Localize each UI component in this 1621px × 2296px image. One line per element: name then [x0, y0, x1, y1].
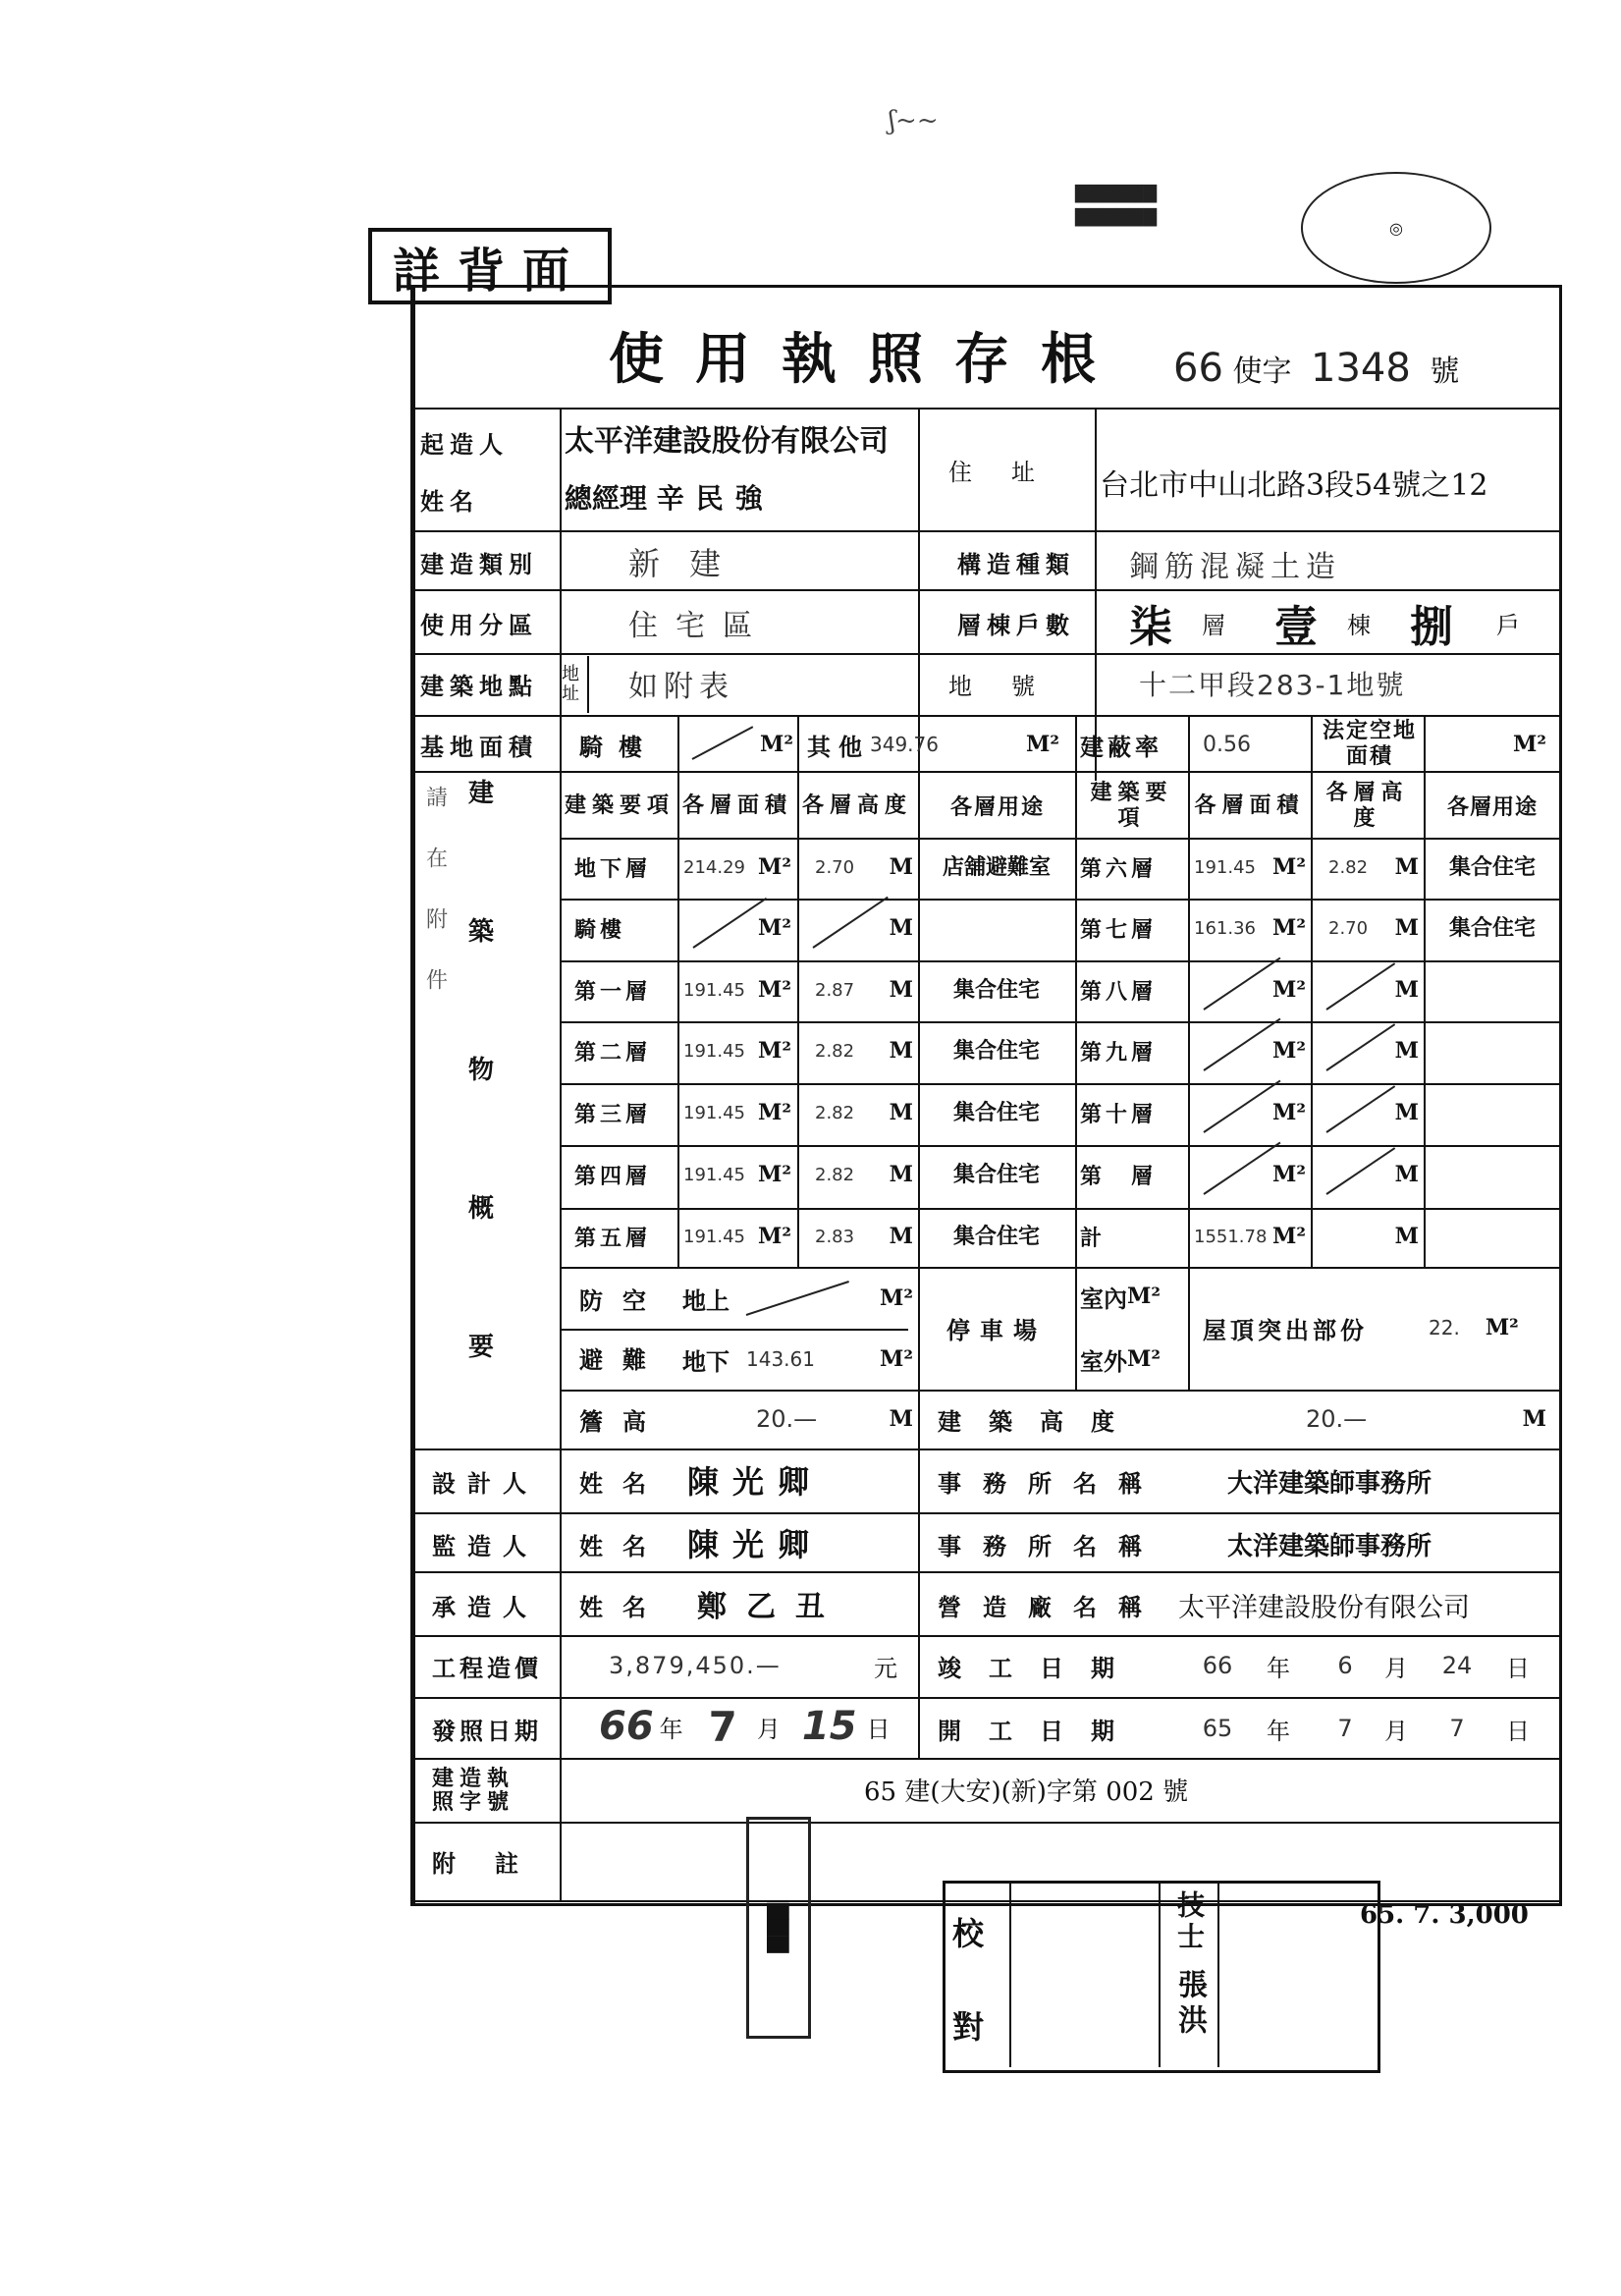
issue-day: 15 — [801, 1704, 857, 1749]
build-permit-label: 建造執照字號 — [432, 1766, 515, 1815]
below-ground-label: 地下 — [682, 1346, 729, 1376]
rule — [918, 408, 920, 781]
floor-use — [1430, 967, 1555, 1012]
floor-area-cell — [683, 1214, 791, 1259]
address-value: 台北市中山北路3段54號之12 — [1100, 468, 1488, 503]
year-char: 年 — [1267, 1654, 1290, 1682]
year-char: 年 — [659, 1715, 683, 1743]
rule — [410, 1758, 1559, 1760]
floor-height-unit: M — [889, 1224, 913, 1249]
rule — [560, 1021, 1559, 1023]
floor-use: 集合住宅 — [952, 1038, 1040, 1064]
coverage-label: 建蔽率 — [1080, 732, 1162, 761]
floor-name: 騎樓 — [574, 916, 626, 943]
eave-value: 20.— — [756, 1405, 818, 1433]
roof-value-group — [1429, 1306, 1551, 1349]
rule — [410, 1635, 1559, 1637]
form-edition: 65. 7. 3,000 — [1360, 1900, 1529, 1930]
permit-word: 使字 — [1232, 355, 1292, 389]
buildings-count: 壹 — [1274, 602, 1318, 652]
building-height-unit: M — [1522, 1406, 1546, 1432]
outdoor-unit: M² — [1127, 1346, 1161, 1372]
floor-name: 計 — [1080, 1225, 1107, 1251]
floor-area: 161.36 — [1194, 917, 1256, 939]
rule — [1311, 715, 1313, 1267]
units-count: 捌 — [1410, 602, 1453, 652]
roof-label: 屋頂突出部份 — [1203, 1315, 1368, 1344]
supervisor-name-label: 姓名 — [579, 1531, 666, 1560]
lot-value: 十二甲段283-1地號 — [1139, 669, 1406, 701]
floor-height-cell — [803, 1152, 913, 1197]
building-summary-label: 建築物概要 — [463, 778, 494, 1471]
company-name: 太平洋建設股份有限公司 — [565, 424, 889, 459]
rule — [1159, 1881, 1161, 2067]
floor-area-unit: M² — [1272, 854, 1306, 880]
rule — [410, 1449, 1559, 1450]
floor-use: 集合住宅 — [952, 1162, 1040, 1187]
rule — [560, 960, 1559, 962]
rule — [797, 715, 799, 1267]
floor-height-cell — [1317, 905, 1419, 951]
issue-label: 發照日期 — [432, 1716, 542, 1745]
zone-value: 住宅區 — [628, 609, 770, 643]
floor-height-unit: M — [1394, 1100, 1419, 1125]
month-char: 月 — [1384, 1654, 1408, 1682]
floor-area: 191.45 — [683, 1226, 745, 1247]
cost-label: 工程造價 — [432, 1653, 542, 1682]
floor-height: 2.70 — [815, 856, 855, 878]
site-label: 建築地點 — [420, 671, 538, 700]
supervisor-label: 監造人 — [432, 1531, 538, 1560]
floor-name: 第九層 — [1080, 1039, 1158, 1066]
outdoor-label: 室外 — [1080, 1346, 1127, 1376]
rule — [560, 1145, 1559, 1147]
units-unit: 戶 — [1496, 611, 1520, 639]
floor-height-unit: M — [1394, 854, 1419, 880]
designer-office-label: 事務所名稱 — [938, 1468, 1163, 1498]
floor-height-cell — [803, 1028, 913, 1073]
col-area-header: 各層面積 — [682, 793, 793, 818]
detail-back-stamp: 詳背面 — [368, 228, 612, 304]
floor-area: 191.45 — [683, 1040, 745, 1062]
floor-area-cell — [1194, 1214, 1306, 1259]
complete-label: 竣工日期 — [938, 1653, 1142, 1682]
issue-date — [579, 1699, 913, 1754]
checker-title: 技士 — [1173, 1890, 1206, 1953]
permit-year: 66 — [1173, 346, 1223, 391]
floor-use: 集合住宅 — [1448, 854, 1536, 880]
floor-height-cell — [803, 845, 913, 890]
shelter-label-2: 避難 — [579, 1344, 666, 1374]
floor-area-unit: M² — [1272, 1162, 1306, 1187]
contractor-firm: 太平洋建設股份有限公司 — [1178, 1592, 1470, 1623]
rule — [1009, 1881, 1011, 2067]
checker-box — [943, 1881, 1380, 2073]
other-value: 349.76 — [870, 733, 939, 756]
structure-value: 鋼筋混凝土造 — [1129, 550, 1341, 584]
floor-height-cell — [803, 1214, 913, 1259]
floor-area-cell — [1194, 845, 1306, 890]
floor-area-unit: M² — [758, 854, 791, 880]
rule — [410, 1512, 1559, 1514]
floor-height: 2.82 — [815, 1164, 855, 1185]
build-permit-value: 65 建(大安)(新)字第 002 號 — [864, 1777, 1189, 1807]
floor-area-cell — [683, 967, 791, 1012]
floor-name: 第五層 — [574, 1225, 652, 1251]
floor-height: 2.70 — [1328, 917, 1369, 939]
rule — [410, 408, 1559, 410]
floor-height-cell — [803, 1090, 913, 1135]
lot-label: 地號 — [948, 672, 1074, 700]
month-char: 月 — [1384, 1717, 1408, 1745]
issue-month: 7 — [708, 1702, 737, 1751]
permit-suffix: 號 — [1430, 355, 1460, 389]
floor-name: 地下層 — [574, 855, 652, 882]
floors-label: 層棟戶數 — [957, 610, 1075, 639]
remarks-label: 附註 — [432, 1848, 558, 1878]
below-ground-value: 143.61 — [746, 1347, 815, 1371]
site-address-label: 地址 — [562, 656, 589, 713]
floor-height-unit: M — [889, 1162, 913, 1187]
col-use-header-2: 各層用途 — [1446, 793, 1538, 820]
floor-height-unit: M — [889, 1100, 913, 1125]
floor-height: 2.82 — [815, 1040, 855, 1062]
floor-area-unit: M² — [1272, 1100, 1306, 1125]
indoor-parking — [1080, 1277, 1183, 1316]
coverage-value: 0.56 — [1203, 732, 1251, 757]
above-unit: M² — [880, 1285, 913, 1311]
floor-area: 1551.78 — [1194, 1226, 1268, 1247]
floor-area-unit: M² — [758, 915, 791, 941]
check-label-2: 對 — [952, 2008, 991, 2046]
col-item-header: 建築要項 — [565, 793, 675, 818]
floor-area-unit: M² — [758, 977, 791, 1003]
complete-day: 24 — [1441, 1652, 1473, 1679]
cost-value: 3,879,450.— — [609, 1652, 782, 1679]
address-label: 住址 — [948, 458, 1074, 486]
applicant-label: 起造人 — [420, 429, 509, 459]
other-area — [807, 725, 939, 764]
rule — [560, 838, 1559, 840]
floor-height: 2.82 — [1328, 856, 1369, 878]
eave-unit: M — [889, 1406, 913, 1432]
permit-number — [1173, 346, 1459, 391]
rule — [677, 715, 679, 1267]
cost-unit: 元 — [874, 1654, 897, 1682]
issue-year: 66 — [599, 1704, 654, 1749]
side-notes: 請在附件 — [422, 786, 448, 1029]
rule — [1075, 1267, 1077, 1390]
rule — [410, 1822, 1559, 1824]
rep-title: 總經理 — [565, 482, 648, 515]
start-day: 7 — [1449, 1715, 1465, 1742]
buildings-unit: 棟 — [1347, 611, 1371, 639]
floor-name: 第二層 — [574, 1039, 652, 1066]
designer-name-label: 姓名 — [579, 1468, 666, 1498]
floor-area-cell — [683, 1028, 791, 1073]
complete-year: 66 — [1202, 1652, 1233, 1679]
floor-height-unit: M — [889, 854, 913, 880]
checker-name: 張洪 — [1172, 1969, 1207, 2040]
floor-use: 集合住宅 — [952, 977, 1040, 1003]
day-char: 日 — [1506, 1654, 1530, 1682]
roof-unit: M² — [1485, 1315, 1519, 1340]
floor-area-cell — [1194, 905, 1306, 951]
floor-area-unit: M² — [758, 1224, 791, 1249]
floor-use: 集合住宅 — [1448, 915, 1536, 941]
rule — [1217, 1881, 1219, 2067]
floor-height-cell — [803, 967, 913, 1012]
col-use-header: 各層用途 — [949, 793, 1045, 820]
floor-name: 第四層 — [574, 1163, 652, 1189]
rule — [560, 1208, 1559, 1210]
floor-use — [1430, 1152, 1555, 1197]
col-height-header: 各層高度 — [802, 793, 913, 818]
start-date — [1188, 1709, 1551, 1748]
rule — [560, 1329, 908, 1331]
check-label-1: 校 — [952, 1915, 991, 1952]
contractor-firm-label: 營造廠名稱 — [938, 1592, 1163, 1621]
floor-area-unit: M² — [1272, 1038, 1306, 1064]
floor-height-unit: M — [1394, 977, 1419, 1003]
day-char: 日 — [1506, 1717, 1530, 1745]
floor-area-unit: M² — [1272, 977, 1306, 1003]
start-label: 開工日期 — [938, 1716, 1142, 1745]
other-label: 其他 — [807, 732, 870, 761]
zone-label: 使用分區 — [420, 610, 538, 639]
legal-open-unit: M² — [1513, 732, 1546, 757]
day-char: 日 — [866, 1715, 891, 1743]
floor-area-unit: M² — [758, 1038, 791, 1064]
floor-use — [1430, 1090, 1555, 1135]
rule — [918, 771, 920, 1449]
other-unit: M² — [1026, 732, 1059, 757]
permit-number-value: 1348 — [1311, 346, 1411, 391]
rule — [410, 653, 1559, 655]
floor-height-unit: M — [889, 977, 913, 1003]
name-label: 姓名 — [420, 486, 479, 516]
floor-height-cell — [1317, 1214, 1419, 1259]
parking-label: 停車場 — [946, 1315, 1047, 1344]
floor-use — [1430, 1028, 1555, 1073]
roof-value: 22. — [1429, 1316, 1460, 1339]
floors-count: 柒 — [1129, 602, 1172, 652]
complete-date — [1188, 1646, 1551, 1685]
col-item-header-2: 建築要項 — [1090, 780, 1173, 831]
designer-office: 大洋建築師事務所 — [1227, 1468, 1432, 1499]
floor-name: 第六層 — [1080, 855, 1158, 882]
year-char: 年 — [1267, 1717, 1290, 1745]
approval-stamp-text: ▇▇▇▇▇▇ ▇▇▇▇▇▇ — [1075, 183, 1158, 227]
rule — [1075, 715, 1077, 1267]
floor-height: 2.87 — [815, 979, 855, 1001]
arcade-unit: M² — [760, 732, 793, 757]
floor-area-unit: M² — [1272, 1224, 1306, 1249]
building-height-label: 建築高度 — [938, 1406, 1142, 1436]
build-type-label: 建造類別 — [420, 549, 538, 578]
floor-name: 第八層 — [1080, 978, 1158, 1005]
floor-name: 第十層 — [1080, 1101, 1158, 1127]
seal-stamp: ◎ — [1301, 172, 1491, 284]
start-year: 65 — [1202, 1715, 1233, 1742]
designer-name: 陳光卿 — [687, 1463, 824, 1501]
structure-label: 構造種類 — [957, 549, 1075, 578]
rule — [560, 1267, 1559, 1269]
arcade-label: 騎樓 — [579, 732, 658, 761]
floor-height-unit: M — [1394, 1162, 1419, 1187]
floor-name: 第一層 — [574, 978, 652, 1005]
contractor-label: 承造人 — [432, 1592, 538, 1621]
supervisor-name: 陳光卿 — [687, 1526, 824, 1563]
rule — [560, 1083, 1559, 1085]
col-area-header-2: 各層面積 — [1194, 793, 1305, 818]
floor-height-unit: M — [889, 1038, 913, 1064]
building-height-value: 20.— — [1306, 1405, 1368, 1433]
complete-month: 6 — [1337, 1652, 1353, 1679]
floor-height: 2.82 — [815, 1102, 855, 1123]
floor-area-unit: M² — [758, 1100, 791, 1125]
rule — [560, 1390, 1559, 1392]
floor-area-unit: M² — [758, 1162, 791, 1187]
floor-name: 第 層 — [1080, 1163, 1158, 1189]
shelter-label-1: 防空 — [579, 1285, 666, 1315]
floors-unit: 層 — [1202, 611, 1225, 639]
col-height-header-2: 各層高度 — [1325, 780, 1409, 831]
designer-label: 設計人 — [432, 1468, 538, 1498]
floor-height-unit: M — [1394, 1038, 1419, 1064]
floor-use: 店舖避難室 — [942, 854, 1051, 880]
rule — [918, 1449, 920, 1758]
floor-area-cell — [683, 1090, 791, 1135]
floor-height: 2.83 — [815, 1226, 855, 1247]
below-unit: M² — [880, 1346, 913, 1372]
floor-use: 集合住宅 — [952, 1100, 1040, 1125]
floor-name: 第三層 — [574, 1101, 652, 1127]
scribble-mark: ʃ~~ — [889, 106, 939, 136]
floor-use — [1430, 1214, 1555, 1259]
floor-name: 第七層 — [1080, 916, 1158, 943]
rep-name: 辛民強 — [656, 482, 775, 515]
floor-height-cell — [1317, 845, 1419, 890]
rule — [410, 589, 1559, 591]
floor-area: 191.45 — [683, 1102, 745, 1123]
start-month: 7 — [1337, 1715, 1353, 1742]
floor-use: 集合住宅 — [952, 1224, 1040, 1249]
contractor-name-label: 姓名 — [579, 1592, 666, 1621]
supervisor-office-label: 事務所名稱 — [938, 1531, 1163, 1560]
above-ground-label: 地上 — [682, 1285, 729, 1315]
site-address-value: 如附表 — [628, 670, 734, 704]
build-type-value: 新建 — [628, 545, 751, 582]
floor-height-unit: M — [1394, 915, 1419, 941]
rule — [560, 408, 562, 1900]
month-char: 月 — [756, 1715, 781, 1743]
form-title: 使用執照存根 — [609, 327, 1127, 392]
floors-value-group — [1129, 595, 1561, 650]
supervisor-office: 太洋建築師事務所 — [1227, 1531, 1432, 1561]
rule — [1424, 715, 1426, 1267]
floor-area: 191.45 — [1194, 856, 1256, 878]
indoor-label: 室內 — [1080, 1284, 1127, 1313]
vertical-name-stamp: ▇▇▇ — [746, 1817, 811, 2039]
land-area-label: 基地面積 — [420, 732, 538, 761]
floor-height-unit: M — [889, 915, 913, 941]
floor-area-cell — [683, 845, 791, 890]
indoor-unit: M² — [1127, 1284, 1161, 1309]
rule — [560, 899, 1559, 901]
contractor-name: 鄭乙丑 — [697, 1590, 844, 1624]
outdoor-parking — [1080, 1339, 1183, 1379]
rule — [410, 771, 1559, 773]
floor-area: 191.45 — [683, 979, 745, 1001]
eave-label: 簷高 — [579, 1406, 666, 1436]
legal-open-label: 法定空地面積 — [1322, 718, 1417, 769]
rule — [410, 530, 1559, 532]
floor-height-unit: M — [1394, 1224, 1419, 1249]
rule — [410, 1571, 1559, 1573]
floor-use — [923, 905, 1070, 951]
floor-area: 191.45 — [683, 1164, 745, 1185]
floor-area: 214.29 — [683, 856, 745, 878]
rule — [1188, 715, 1190, 1391]
representative — [565, 477, 918, 517]
floor-area-cell — [683, 1152, 791, 1197]
floor-area-unit: M² — [1272, 915, 1306, 941]
